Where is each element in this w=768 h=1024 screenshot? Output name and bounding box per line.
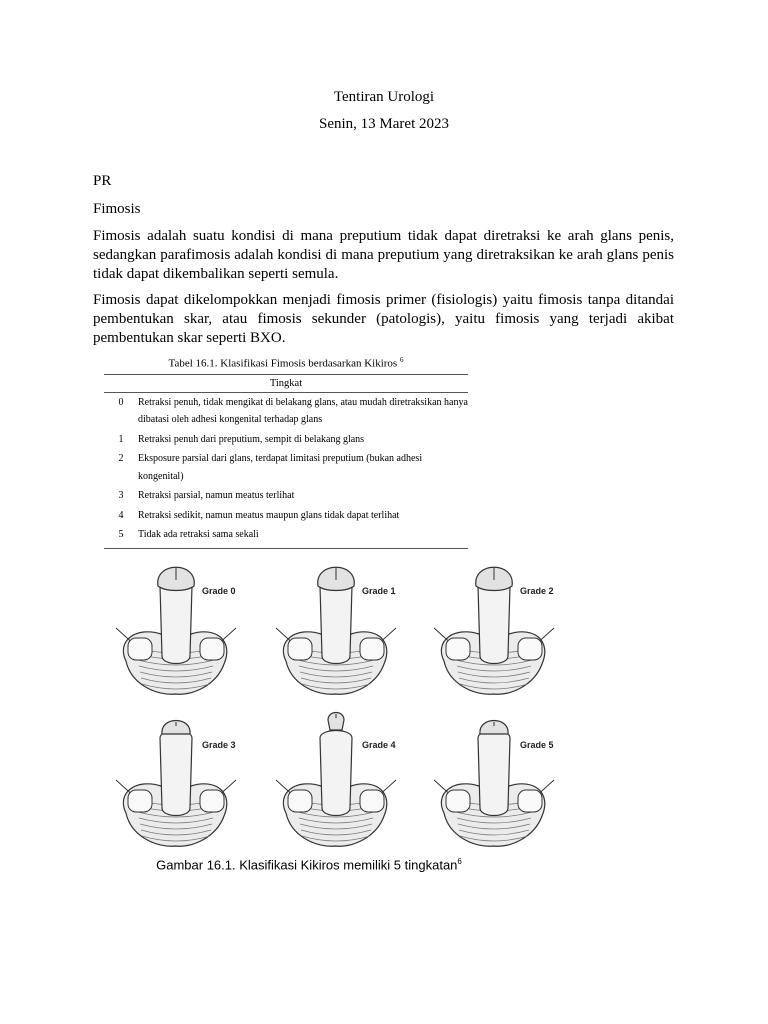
grade-number: 2 bbox=[118, 453, 124, 465]
table-row bbox=[104, 525, 468, 548]
table-row bbox=[104, 449, 468, 486]
table-caption: Tabel 16.1. Klasifikasi Fimosis berdasarkan Kikiros $^6$ bbox=[168, 356, 404, 370]
document-title: Tentiran Urologi bbox=[333, 89, 435, 105]
grade-illustration bbox=[276, 713, 396, 847]
table-row bbox=[104, 430, 468, 450]
figure-caption-ref: 6 bbox=[457, 857, 462, 866]
document-date: Senin, 13 Maret 2023 bbox=[319, 116, 449, 132]
grade-number: 5 bbox=[104, 525, 138, 548]
paragraph-classification: Fimosis dapat dikelompokkan menjadi fimosis primer (fisiologis) yaitu fimosis tanpa ditandai pembentukan skar, atau fimosis sekunder (patologis), yaitu fimosis yang terjadi akibat pembentukan skar seperti BXO. bbox=[93, 292, 674, 346]
grade-label: Grade 3 bbox=[202, 740, 236, 750]
grade-description: Retraksi penuh dari preputium, sempit di belakang glans bbox=[138, 433, 365, 445]
table-body bbox=[104, 392, 468, 548]
table-row bbox=[104, 392, 468, 430]
figure-caption: Gambar 16.1. Klasifikasi Kikiros memiliki 5 tingkatan$^6$ bbox=[156, 857, 462, 873]
paragraph-definition: Fimosis adalah suatu kondisi di mana preputium tidak dapat diretraksi ke arah glans penis, sedangkan parafimosis adalah kondisi di mana preputium yang diretraksikan ke arah glans penis tidak dapat dikembalikan seperti semula. bbox=[93, 228, 674, 282]
grade-illustration bbox=[434, 721, 554, 847]
grade-label: Grade 2 bbox=[520, 586, 554, 596]
grade-description: Retraksi sedikit, namun meatus maupun glans tidak dapat terlihat bbox=[138, 509, 400, 521]
grade-label: Grade 0 bbox=[202, 586, 236, 596]
grade-description: Eksposure parsial dari glans, terdapat limitasi preputium (bukan adhesi kongenital) bbox=[138, 453, 423, 482]
kikiros-table bbox=[104, 356, 468, 549]
grade-label: Grade 4 bbox=[362, 740, 396, 750]
grade-description: Tidak ada retraksi sama sekali bbox=[138, 525, 468, 548]
section-label: PR bbox=[93, 173, 112, 189]
grade-illustrations bbox=[104, 556, 564, 856]
table-header-row bbox=[104, 374, 468, 392]
grade-description: Retraksi parsial, namun meatus terlihat bbox=[138, 490, 295, 502]
grade-number: 0 bbox=[118, 396, 124, 408]
grade-label: Grade 5 bbox=[520, 740, 554, 750]
grade-illustration bbox=[116, 567, 236, 694]
grade-illustration bbox=[116, 721, 236, 847]
grade-label: Grade 1 bbox=[362, 586, 396, 596]
table-header: Tingkat bbox=[104, 374, 468, 392]
section-topic: Fimosis bbox=[93, 201, 141, 217]
table-row bbox=[104, 506, 468, 526]
grade-description: Retraksi penuh, tidak mengikat di belakang glans, atau mudah diretraksikan hanya dibatasi oleh adhesi kongenital terhadap glans bbox=[138, 396, 468, 426]
grade-illustration bbox=[276, 567, 396, 694]
grade-number: 4 bbox=[118, 509, 124, 521]
grade-number: 3 bbox=[118, 490, 124, 502]
table-caption-ref: 6 bbox=[399, 356, 404, 364]
grade-illustration bbox=[434, 567, 554, 694]
grade-number: 1 bbox=[118, 433, 124, 445]
classification-table bbox=[104, 374, 468, 549]
kikiros-figure bbox=[104, 556, 564, 856]
table-row bbox=[104, 486, 468, 506]
